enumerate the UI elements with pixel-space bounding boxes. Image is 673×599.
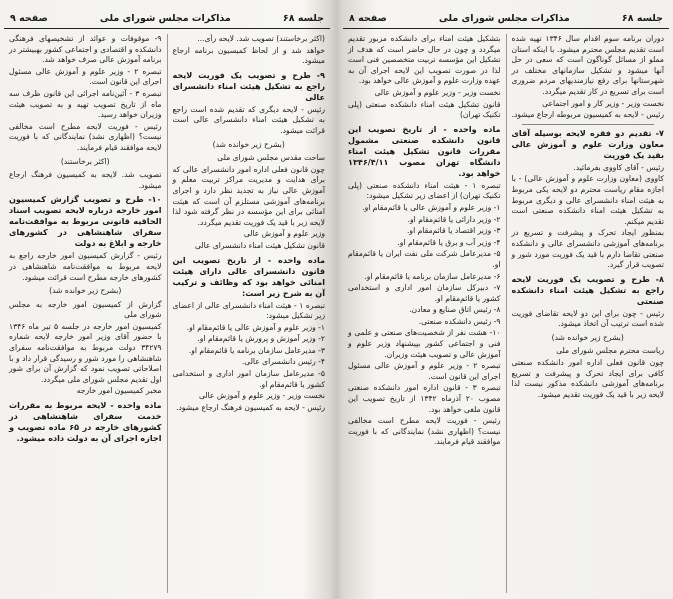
procedural-note: (بشرح زیر خوانده شد) <box>49 286 122 296</box>
section-heading: ماده واحده - از تاریخ تصویب این قانون دانشکده صنعتی مشمول مقررات قانون تشکیل هیئت امناء دانشگاه تهران مصوب ۱۳۴۶/۴/۱۱ خواهد بود. <box>348 123 501 178</box>
paragraph: رئیس - فوریت لایحه مطرح است مخالفی نیست؟ (اظهاری نشد) نمایندگانی که با فوریت لایحه موافقند قیام فرمایند. <box>9 121 162 152</box>
paragraph: رئیس - فوریت لایحه مطرح است مخالفی نیست؟ (اظهاری نشد) نمایندگانی که با فوریت موافقند قیام فرمایند. <box>348 416 501 447</box>
procedural-note: (بشرح زیر خوانده شد) <box>212 139 285 149</box>
paragraph: وزیر علوم و آموزش عالی <box>243 229 325 239</box>
paragraph: ریاست محترم مجلس شورای ملی <box>556 346 664 356</box>
paragraph: تبصره ۳ - آئین‌نامه اجرائی این قانون ظرف سه ماه از تاریخ تصویب تهیه و به تصویب هیئت وزیران خواهد رسید. <box>9 88 162 120</box>
page-number: صفحه ۹ <box>10 12 48 24</box>
paragraph: گزارش از کمیسیون امور خارجه به مجلس شورای ملی <box>9 299 162 320</box>
paragraph: ۹- رئیس دانشکده صنعتی. <box>418 316 501 326</box>
session-label: جلسه ۶۸ <box>621 12 663 24</box>
paragraph: رئیس - چون برای این دو لایحه تقاضای فوریت شده است ترتیب آن اتخاذ میشود. <box>511 308 664 329</box>
paragraph: نخست وزیر - وزیر علوم و آموزش عالی <box>374 87 501 97</box>
paragraph: دوران برنامه سوم اقدام سال ۱۳۴۶ تهیه شده است تقدیم مجلس محترم میشود. با اینکه استان مملو از مسائل گوناگون است که سعی در حل آنها میشود و تشکیل سازمانهای مختلف در شهرستانها برای رفع نیازمندیهای مردم ضروری است برای تسریع در کار تقدیم میگردد. <box>511 34 664 96</box>
paragraph: ۴- وزیر آب و برق یا قائم‌مقام او. <box>397 237 501 247</box>
page-9 <box>4 8 330 593</box>
paragraph: تبصره ۱ - هیئت امناء دانشسرای عالی از اعضای زیر تشکیل میشود: <box>172 300 325 321</box>
paragraph: نخست وزیر - وزیر علوم و آموزش عالی <box>198 391 325 401</box>
paragraph: ۱- وزیر علوم و آموزش عالی یا قائم‌مقام او. <box>362 202 501 212</box>
paragraph: تبصره ۳ - قانون اداره امور دانشکده صنعتی مصوب ۲۰ آذرماه ۱۳۴۲ از تاریخ تصویب این قانون ملغی خواهد بود. <box>348 383 501 414</box>
column-left <box>343 34 507 593</box>
paragraph: ۱۰- هشت نفر از شخصیت‌های صنعتی و علمی و فنی و اجتماعی کشور بپیشنهاد وزیر علوم و آموزش عالی و تصویب هیئت وزیران. <box>348 328 501 359</box>
section-heading: ۷- تقدیم دو فقره لایحه بوسیله آقای معاون وزارت علوم و آموزش عالی بقید یک فوریت <box>511 127 664 160</box>
paragraph: تبصره ۲ - وزیر علوم و آموزش عالی مسئول اجرای این قانون است. <box>348 361 501 381</box>
paragraph: چون قانون فعلی اداره امور دانشسرای عالی که برای هدایت و مدیریت مراکز تربیت معلم و آموزش عالی نیاز به تجدید نظر دارد و اجرای برنامه‌های آموزشی مستلزم آن است که هیئت امنائی برای این مؤسسه در نظر گرفته شود لذا لایحه زیر با قید یک فوریت تقدیم میگردد. <box>172 164 325 227</box>
paragraph: مخبر کمیسیون امور خارجه <box>76 386 162 396</box>
paragraph: تبصره ۱ - هیئت امناء دانشکده صنعتی (پلی تکنیک تهران) از اعضای زیر تشکیل میشود: <box>348 180 501 201</box>
paragraph: بتشکیل هیئت امناء برای دانشکده مزبور تقدیم میگردد و چون در حال حاضر است که هدف از تشکیل این مؤسسه تربیت متخصصین فنی است لذا در صورت تصویب این لایحه اجرای آن به عهده وزارت علوم و آموزش عالی خواهد بود. <box>348 34 501 86</box>
paragraph: کاووی (معاون وزارت علوم و آموزش عالی) - با اجازه مقام ریاست محترم دو لایحه یکی مربوط به هیئت امناء دانشسرای عالی و دیگری مربوط به تشکیل هیئت امناء دانشکده صنعتی است تقدیم میکنم. <box>511 174 664 226</box>
page-number: صفحه ۸ <box>349 12 387 24</box>
paragraph: ۶- مدیرعامل سازمان برنامه یا قائم‌مقام او. <box>364 271 501 281</box>
header-title: مذاکرات مجلس شورای ملی <box>438 12 570 24</box>
paragraph: رئیس - لایحه دیگری که تقدیم شده است راجع به تشکیل هیئت امناء دانشسرای عالی است قرائت میشود. <box>172 104 325 135</box>
paragraph: بمنظور ایجاد تحرک و پیشرفت و تسریع در برنامه‌های آموزشی دانشسرای عالی و دانشکده صنعتی تقاضا دارم با قید یک فوریت مورد شور و تصویب قرار گیرد. <box>511 228 664 270</box>
session-label: جلسه ۶۸ <box>282 12 324 24</box>
paragraph: خواهد شد و از لحاظ کمیسیون برنامه ارجاع میشود. <box>172 45 325 66</box>
paragraph: رئیس - لایحه به کمیسیون مربوطه ارجاع میشود. <box>511 110 664 120</box>
procedural-note: (اکثر برخاستند) <box>60 156 110 166</box>
paragraph: ساحت مقدس مجلس شورای ملی <box>217 153 325 163</box>
paragraph: رئیس - آقای کاووی بفرمائید. <box>573 162 664 172</box>
section-heading: ۸- طرح و تصویب یک فوریت لایحه راجع به تشکیل هیئت امناء دانشکده صنعتی <box>511 273 664 306</box>
text-columns <box>4 34 330 593</box>
section-heading: ۱۰- طرح و تصویب گزارش کمیسیون امور خارجه درباره لایحه تصویب اسناد الحاقیه قانونی مربوط به موافقت‌نامه سفرای شاهنشاهی در کشورهای خارجه و ابلاغ به دولت <box>9 194 162 249</box>
paragraph: ۷- دبیرکل سازمان امور اداری و استخدامی کشور یا قائم‌مقام او. <box>348 283 501 303</box>
paragraph: ۵- مدیرعامل سازمان امور اداری و استخدامی کشور یا قائم‌مقام او. <box>172 369 325 389</box>
paragraph: ۹- موقوفات و عوائد از تشخیصهای فرهنگی دانشکده و اقتصادی و اجتماعی کشور بهبیشتر در برنامه آموزش عالی صرف خواهد شد. <box>9 34 162 65</box>
column-left <box>4 34 168 593</box>
paragraph: ۲- وزیر دارائی یا قائم‌مقام او. <box>407 214 501 224</box>
column-right <box>507 34 670 593</box>
paragraph: رئیس - گزارش کمیسیون امور خارجه راجع به لایحه مربوط به موافقت‌نامه شاهنشاهی در کشورهای خارجه مطرح است قرائت میشود. <box>9 251 162 282</box>
column-right <box>168 34 331 593</box>
paragraph: ۳- وزیر اقتصاد یا قائم‌مقام او. <box>406 226 501 236</box>
running-header <box>343 8 669 29</box>
paragraph: ۱- وزیر علوم و آموزش عالی یا قائم‌مقام او. <box>186 322 325 332</box>
paragraph: ۸- رئیس اتاق صنایع و معادن. <box>409 305 501 315</box>
text-columns <box>343 34 669 593</box>
paragraph: قانون تشکیل هیئت امناء دانشکده صنعتی (پلی تکنیک تهران) <box>348 99 501 120</box>
paragraph: کمیسیون امور خارجه در جلسه ۵ تیر ماه ۱۳۴۶ با حضور آقای وزیر امور خارجه لایحه شماره ۳۴۲۷۹ دولت مربوط به موافقت‌نامه سفرای شاهنشاهی را مورد شور و رسیدگی قرار داد و با اصلاحاتی تصویب نمود که گزارش آن برای شور اول تقدیم مجلس شورای ملی میگردد. <box>9 321 162 384</box>
section-divider <box>522 124 655 125</box>
paragraph: نخست وزیر - وزیر کار و امور اجتماعی <box>542 98 664 108</box>
paragraph: ۵- مدیرعامل شرکت ملی نفت ایران یا قائم‌مقام او. <box>348 249 501 269</box>
section-heading: ماده واحده - از تاریخ تصویب این قانون دانشسرای عالی دارای هیئت امنائی خواهد بود که وظائف و ترکیب آن به شرح زیر است: <box>172 254 325 298</box>
paragraph: چون قانون فعلی اداره امور دانشکده صنعتی کافی برای ایجاد تحرک و پیشرفت و تسریع برنامه‌های آموزشی دانشکده مذکور نیست لذا لایحه زیر با قید یک فوریت تقدیم میشود. <box>511 358 664 399</box>
paragraph: ۲- وزیر آموزش و پرورش یا قائم‌مقام او. <box>197 334 325 344</box>
paragraph: ۳- مدیرعامل سازمان برنامه یا قائم‌مقام او. <box>188 345 325 355</box>
paragraph: تبصره ۲ - وزیر علوم و آموزش عالی مسئول اجرای این قانون است. <box>9 66 162 87</box>
header-title: مذاکرات مجلس شورای ملی <box>99 12 231 24</box>
procedural-note: (بشرح زیر خوانده شد) <box>551 332 624 342</box>
section-heading: ماده واحده - لایحه مربوط به مقررات خدمت سفرای شاهنشاهی در کشورهای خارجه در ۶۵ ماده تصویب و اجازه اجرای آن به دولت داده میشود. <box>9 400 162 444</box>
paragraph: ۴- رئیس دانشسرای عالی. <box>241 357 325 367</box>
paragraph: تصویب شد. لایحه به کمیسیون فرهنگ ارجاع میشود. <box>9 170 162 190</box>
section-heading: ۹- طرح و تصویب یک فوریت لایحه راجع به تشکیل هیئت امناء دانشسرای عالی <box>172 69 325 102</box>
page-8 <box>343 8 669 593</box>
paragraph: قانون تشکیل هیئت امناء دانشسرای عالی <box>194 240 325 250</box>
running-header <box>4 8 330 29</box>
paragraph: (اکثر برخاستند) تصویب شد. لایحه رأی... <box>197 34 325 43</box>
paragraph: رئیس - لایحه به کمیسیون فرهنگ ارجاع میشود. <box>176 402 325 412</box>
